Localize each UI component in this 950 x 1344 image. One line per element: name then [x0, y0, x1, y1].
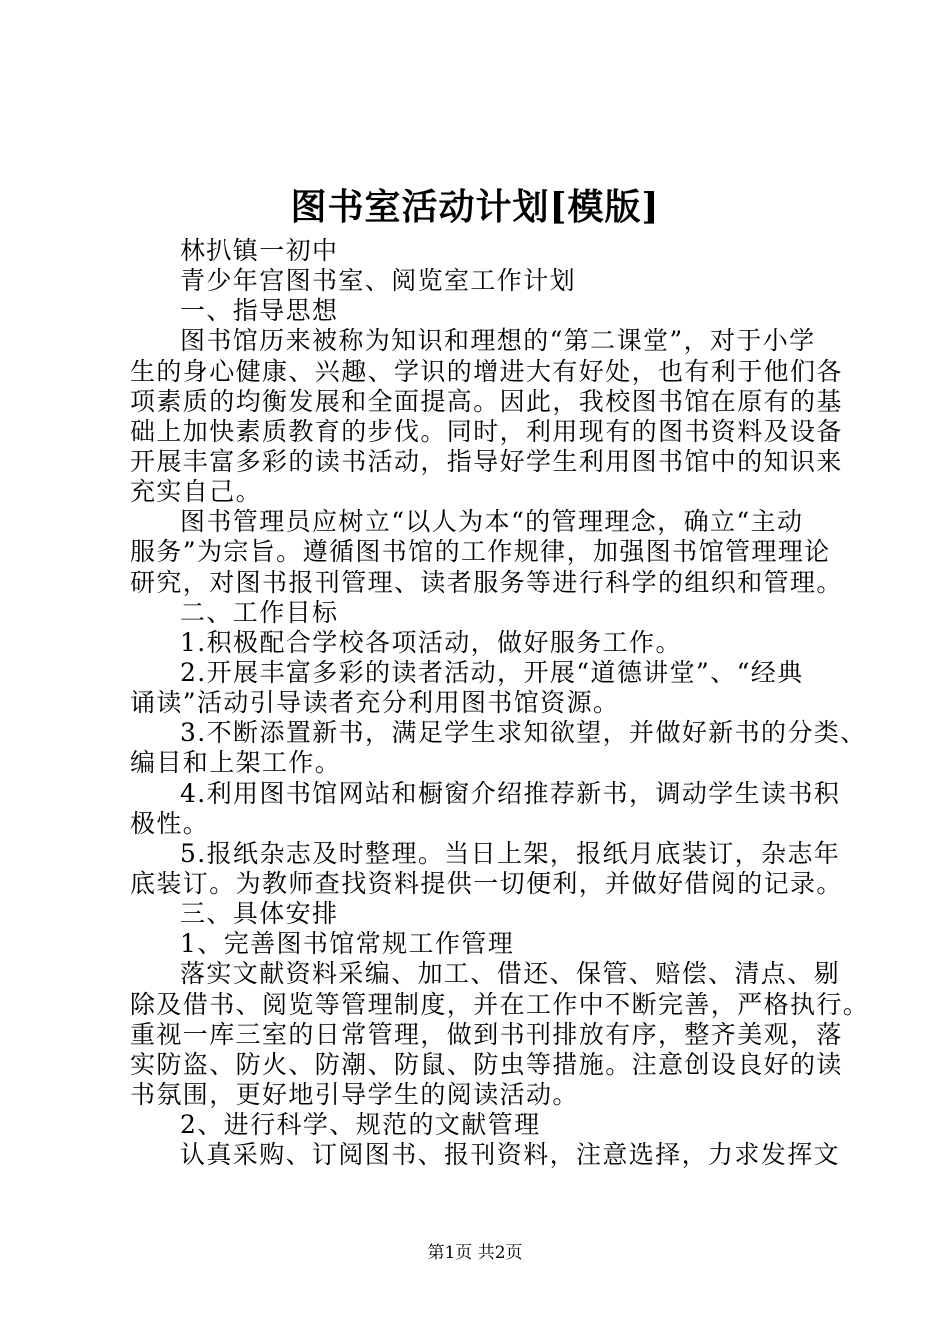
- text-line: 3.不断添置新书，满足学生求知欲望，并做好新书的分类、: [180, 718, 867, 748]
- text-line: 认真采购、订阅图书、报刊资料，注意选择，力求发挥文: [180, 1140, 841, 1170]
- text-line: 落实文献资料采编、加工、借还、保管、赔偿、清点、剔: [180, 959, 841, 989]
- document-body: [130, 236, 870, 1170]
- text-line: 项素质的均衡发展和全面提高。因此，我校图书馆在原有的基: [130, 386, 843, 416]
- text-line: 除及借书、阅览等管理制度，并在工作中不断完善，严格执行。: [130, 989, 870, 1019]
- text-line: 充实自己。: [130, 477, 263, 507]
- text-line: 图书管理员应树立“以人为本“的管理理念，确立“主动: [180, 507, 804, 537]
- text-line: 书氛围，更好地引导学生的阅读活动。: [130, 1079, 579, 1109]
- text-line: 诵读”活动引导读者充分利用图书馆资源。: [130, 688, 620, 718]
- text-line: 极性。: [130, 808, 210, 838]
- text-line: 林扒镇一初中: [180, 236, 339, 265]
- text-line: 编目和上架工作。: [130, 748, 342, 778]
- text-line: 4.利用图书馆网站和橱窗介绍推荐新书，调动学生读书积: [180, 778, 841, 808]
- text-line: 1.积极配合学校各项活动，做好服务工作。: [180, 627, 682, 657]
- text-line: 青少年宫图书室、阅览室工作计划: [180, 266, 577, 296]
- text-line: 2、进行科学、规范的文献管理: [180, 1110, 541, 1140]
- document-title: 图书室活动计划[模版]: [290, 186, 660, 228]
- text-line: 服务”为宗旨。遵循图书馆的工作规律，加强图书馆管理理论: [130, 537, 831, 567]
- text-line: 图书馆历来被称为知识和理想的“第二课堂”，对于小学: [180, 326, 816, 356]
- text-line: 重视一库三室的日常管理，做到书刊排放有序，整齐美观，落: [130, 1019, 843, 1049]
- page-footer: 第1页 共2页: [427, 1243, 523, 1263]
- text-line: 三、具体安排: [180, 899, 339, 929]
- text-line: 实防盗、防火、防潮、防鼠、防虫等措施。注意创设良好的读: [130, 1049, 843, 1079]
- text-line: 生的身心健康、兴趣、学识的增进大有好处，也有利于他们各: [130, 356, 843, 386]
- text-line: 础上加快素质教育的步伐。同时，利用现有的图书资料及设备: [130, 416, 843, 446]
- text-line: 二、工作目标: [180, 597, 339, 627]
- text-line: 开展丰富多彩的读书活动，指导好学生利用图书馆中的知识来: [130, 446, 843, 476]
- text-line: 1、完善图书馆常规工作管理: [180, 929, 515, 959]
- text-line: 2.开展丰富多彩的读者活动，开展“道德讲堂”、“经典: [180, 657, 804, 687]
- text-line: 5.报纸杂志及时整理。当日上架，报纸月底装订，杂志年: [180, 838, 841, 868]
- text-line: 一、指导思想: [180, 296, 339, 326]
- text-line: 底装订。为教师查找资料提供一切便利，并做好借阅的记录。: [130, 868, 843, 898]
- text-line: 研究，对图书报刊管理、读者服务等进行科学的组织和管理。: [130, 567, 843, 597]
